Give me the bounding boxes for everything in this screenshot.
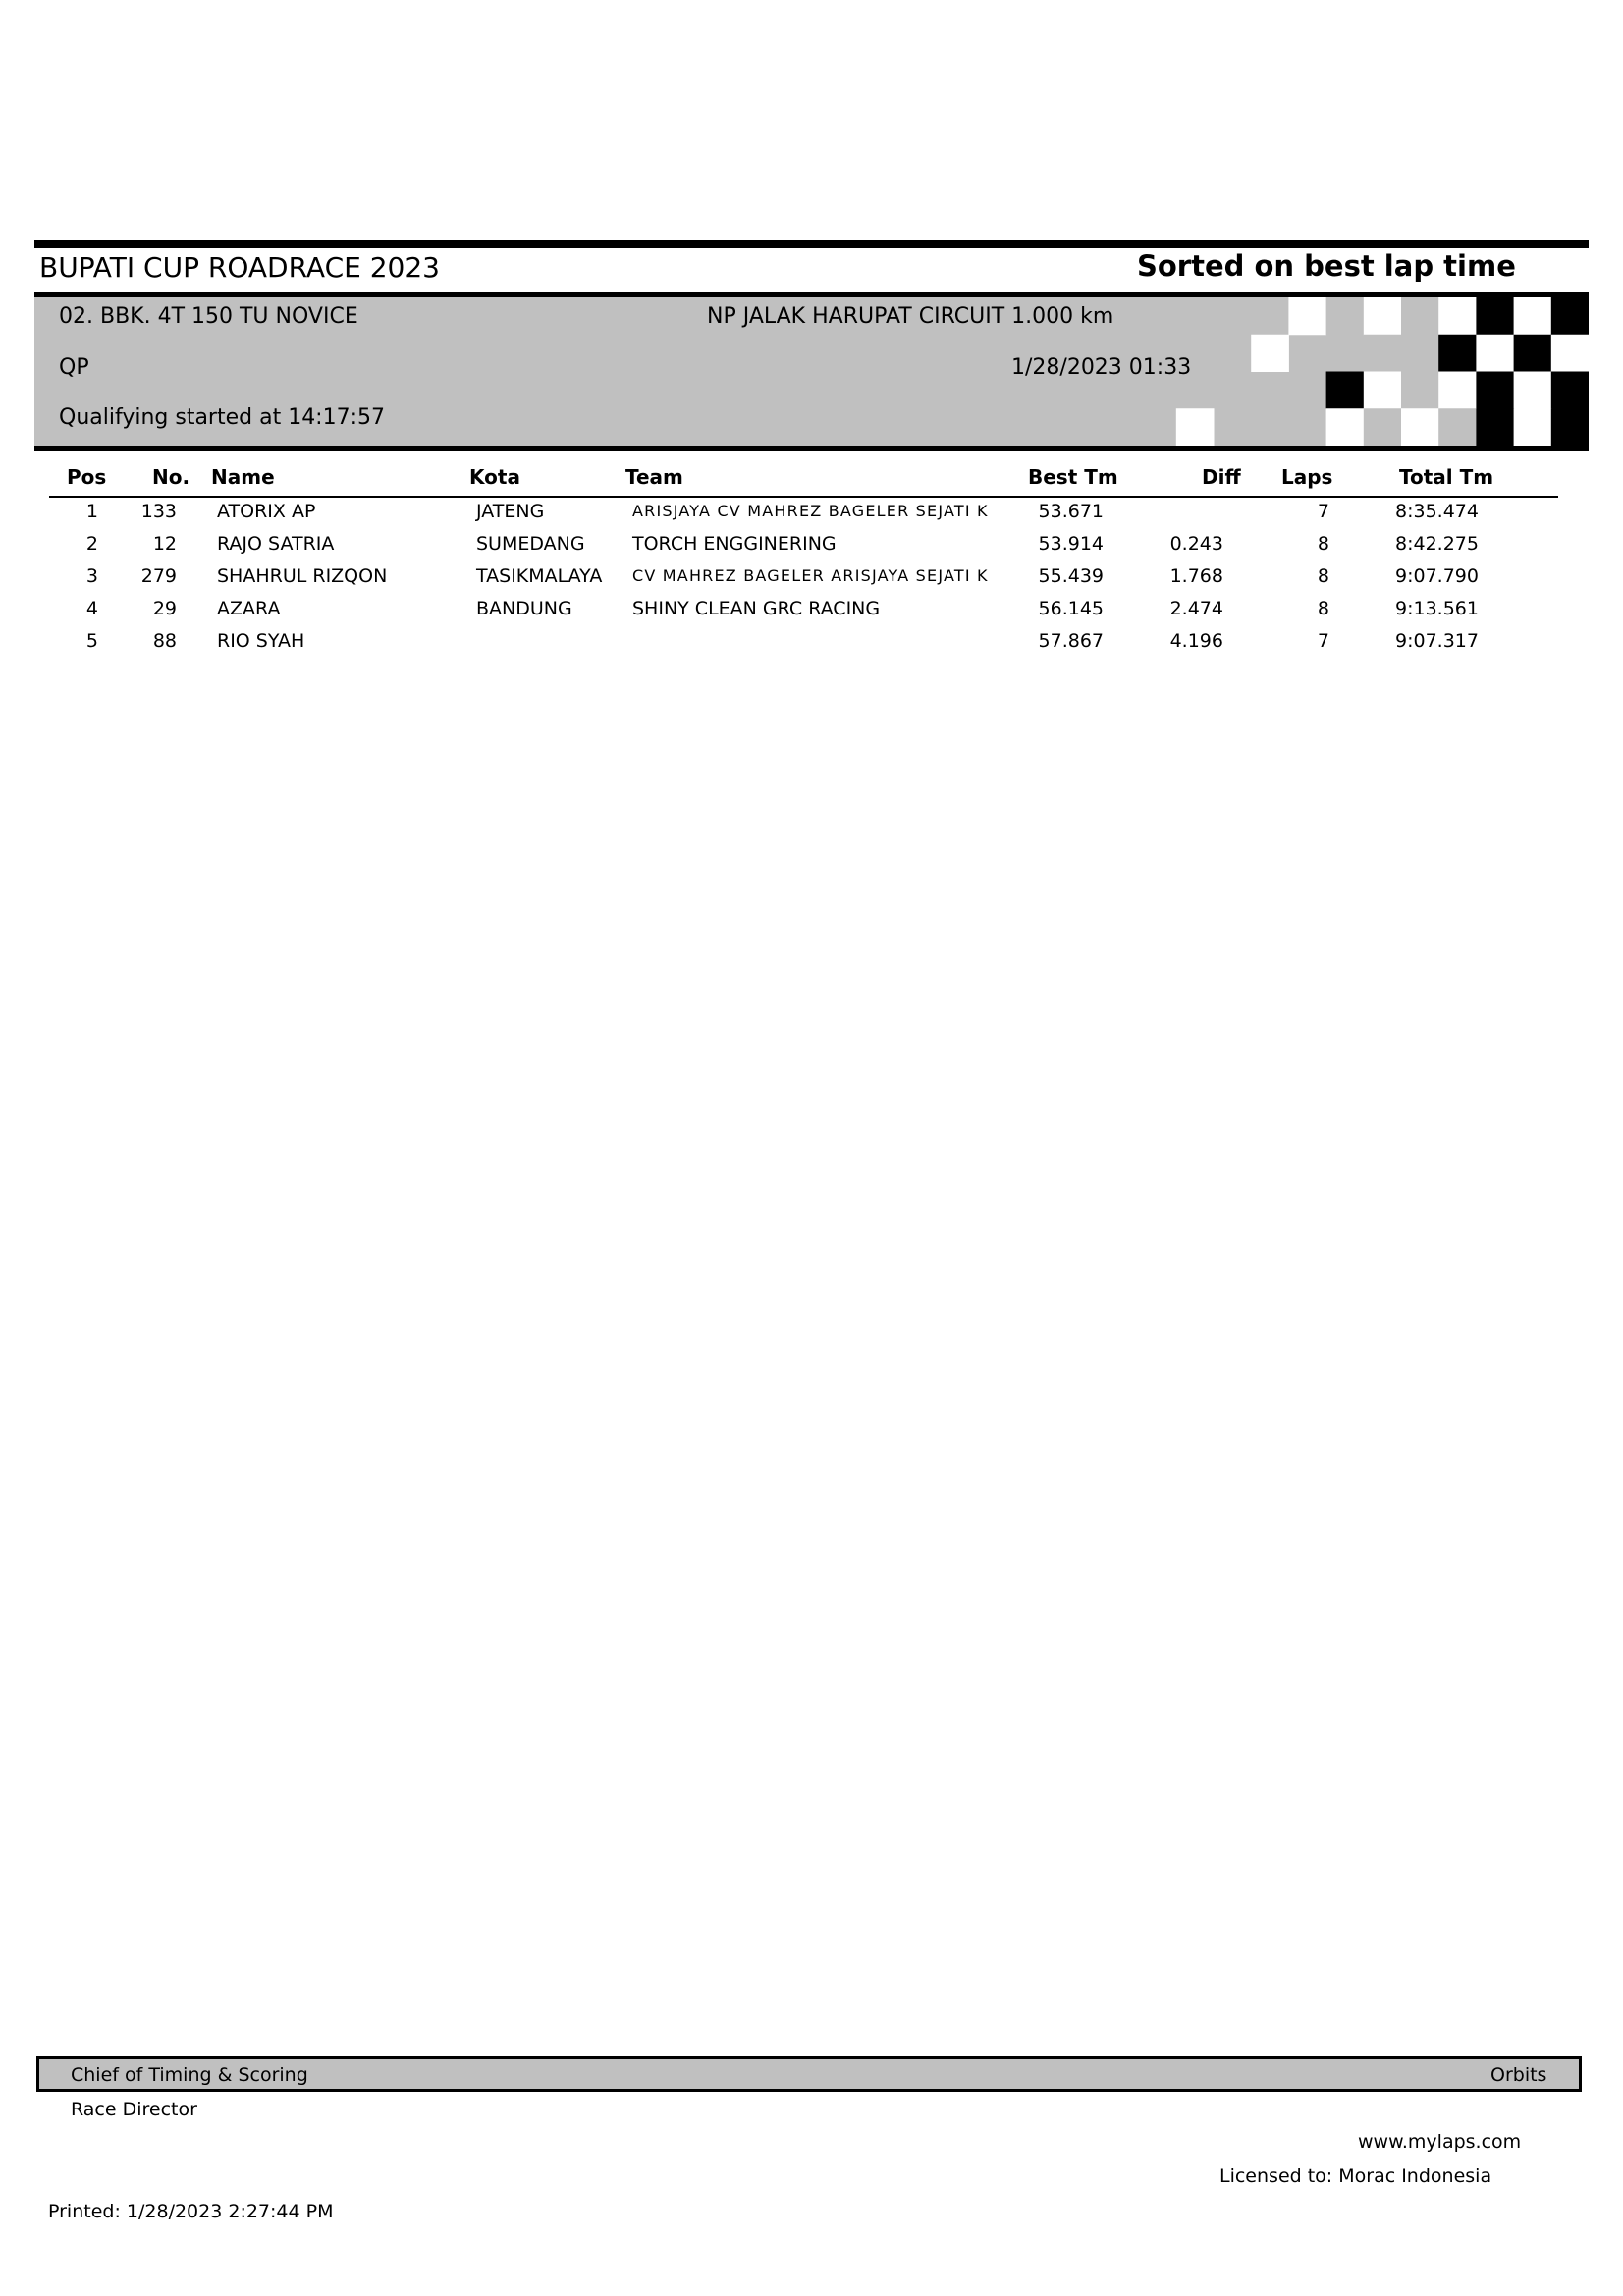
flag-square [1438,408,1477,446]
flag-square [1176,408,1215,446]
row-5-pos: 5 [85,630,98,652]
row-4-name: AZARA [217,598,281,619]
row-2-total: 8:42.275 [1395,533,1479,555]
row-3-no: 279 [140,565,177,587]
row-2-pos: 2 [85,533,98,555]
row-1-laps: 7 [1317,501,1329,522]
row-1-pos: 1 [85,501,98,522]
flag-square [1401,372,1439,409]
flag-square [1551,297,1589,335]
website-label: www.mylaps.com [1358,2131,1522,2153]
col-header-pos: Pos [67,465,107,489]
col-header-team: Team [625,465,683,489]
row-3-team: CV MAHREZ BAGELER ARISJAYA SEJATI K [632,566,989,585]
flag-square [1364,408,1402,446]
flag-square [1364,335,1402,372]
row-4-diff: 2.474 [1169,598,1223,619]
flag-square [1514,297,1552,335]
flag-square [1514,408,1552,446]
row-1-best: 53.671 [1038,501,1104,522]
row-3-name: SHAHRUL RIZQON [217,565,388,587]
row-2-diff: 0.243 [1169,533,1223,555]
row-2-name: RAJO SATRIA [217,533,335,555]
session-date-time: 1/28/2023 01:33 [1011,355,1192,380]
flag-square [1476,372,1514,409]
orbits-label: Orbits [1490,2064,1547,2086]
row-5-total: 9:07.317 [1395,630,1479,652]
sort-title: Sorted on best lap time [1137,249,1516,283]
column-header-rule [49,496,1558,498]
row-1-no: 133 [140,501,177,522]
flag-square [1514,335,1552,372]
flag-square [1251,335,1289,372]
row-4-laps: 8 [1317,598,1329,619]
col-header-diff: Diff [1202,465,1241,489]
flag-square [1364,372,1402,409]
row-1-total: 8:35.474 [1395,501,1479,522]
row-5-best: 57.867 [1038,630,1104,652]
row-4-best: 56.145 [1038,598,1104,619]
header-bottom-rule [34,446,1589,451]
row-1-team: ARISJAYA CV MAHREZ BAGELER SEJATI K [632,502,989,520]
row-2-no: 12 [152,533,177,555]
flag-square [1438,372,1477,409]
flag-square [1288,297,1326,335]
row-5-laps: 7 [1317,630,1329,652]
session-type: QP [59,355,89,380]
col-header-no: No. [152,465,190,489]
col-header-kota: Kota [469,465,520,489]
row-4-total: 9:13.561 [1395,598,1479,619]
flag-square [1476,297,1514,335]
flag-square [1551,408,1589,446]
session-start: Qualifying started at 14:17:57 [59,405,385,430]
flag-square [1326,297,1365,335]
row-5-diff: 4.196 [1169,630,1223,652]
class-name: 02. BBK. 4T 150 TU NOVICE [59,304,358,329]
row-3-kota: TASIKMALAYA [476,565,603,587]
row-3-laps: 8 [1317,565,1329,587]
col-header-laps: Laps [1281,465,1333,489]
row-2-laps: 8 [1317,533,1329,555]
row-2-team: TORCH ENGGINERING [632,533,837,555]
row-1-name: ATORIX AP [217,501,316,522]
flag-square [1438,297,1477,335]
col-header-name: Name [211,465,275,489]
flag-square [1401,297,1439,335]
row-5-no: 88 [152,630,177,652]
licensed-label: Licensed to: Morac Indonesia [1219,2165,1492,2187]
row-4-pos: 4 [85,598,98,619]
row-2-best: 53.914 [1038,533,1104,555]
race-director-label: Race Director [71,2099,197,2120]
row-5-name: RIO SYAH [217,630,305,652]
event-title: BUPATI CUP ROADRACE 2023 [39,251,440,284]
printed-timestamp: Printed: 1/28/2023 2:27:44 PM [48,2201,334,2222]
row-3-total: 9:07.790 [1395,565,1479,587]
flag-square [1476,408,1514,446]
row-3-diff: 1.768 [1169,565,1223,587]
row-4-kota: BANDUNG [476,598,572,619]
flag-square [1551,372,1589,409]
row-3-best: 55.439 [1038,565,1104,587]
row-4-no: 29 [152,598,177,619]
flag-square [1364,297,1402,335]
flag-square [1326,408,1365,446]
col-header-best: Best Tm [1028,465,1118,489]
flag-square [1551,335,1589,372]
col-header-total: Total Tm [1399,465,1494,489]
chief-of-timing-label: Chief of Timing & Scoring [71,2064,308,2086]
circuit-name: NP JALAK HARUPAT CIRCUIT 1.000 km [707,304,1114,329]
flag-square [1401,408,1439,446]
row-4-team: SHINY CLEAN GRC RACING [632,598,881,619]
flag-square [1438,335,1477,372]
row-1-kota: JATENG [476,501,545,522]
flag-square [1476,335,1514,372]
flag-square [1326,372,1365,409]
row-2-kota: SUMEDANG [476,533,585,555]
flag-square [1514,372,1552,409]
row-3-pos: 3 [85,565,98,587]
